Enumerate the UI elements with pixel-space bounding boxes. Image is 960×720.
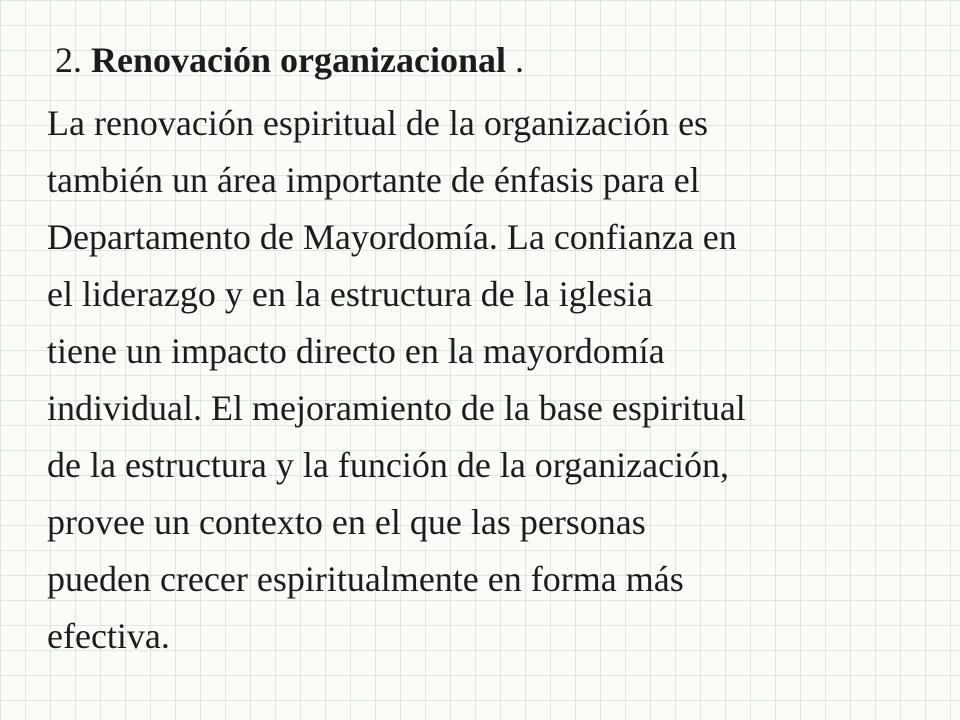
paragraph-line: provee un contexto en el que las personas xyxy=(47,502,646,542)
paragraph-line: efectiva. xyxy=(47,616,170,656)
slide-heading xyxy=(55,36,524,84)
paragraph-line: tiene un impacto directo en la mayordomía xyxy=(47,331,665,371)
body-paragraph xyxy=(47,95,746,665)
heading-number: 2. xyxy=(55,40,82,80)
paragraph-line: también un área importante de énfasis para el xyxy=(47,160,700,200)
paragraph-line: Departamento de Mayordomía. La confianza en xyxy=(47,217,737,257)
paragraph-line: pueden crecer espiritualmente en forma más xyxy=(47,559,684,599)
paragraph-line: individual. El mejoramiento de la base espiritual xyxy=(47,388,746,428)
paragraph-line: La renovación espiritual de la organización es xyxy=(47,103,709,143)
heading-trailing-period: . xyxy=(514,40,524,80)
paragraph-line: el liderazgo y en la estructura de la iglesia xyxy=(47,274,653,314)
paragraph-line: de la estructura y la función de la organización, xyxy=(47,445,730,485)
heading-title: Renovación organizacional xyxy=(91,40,506,80)
